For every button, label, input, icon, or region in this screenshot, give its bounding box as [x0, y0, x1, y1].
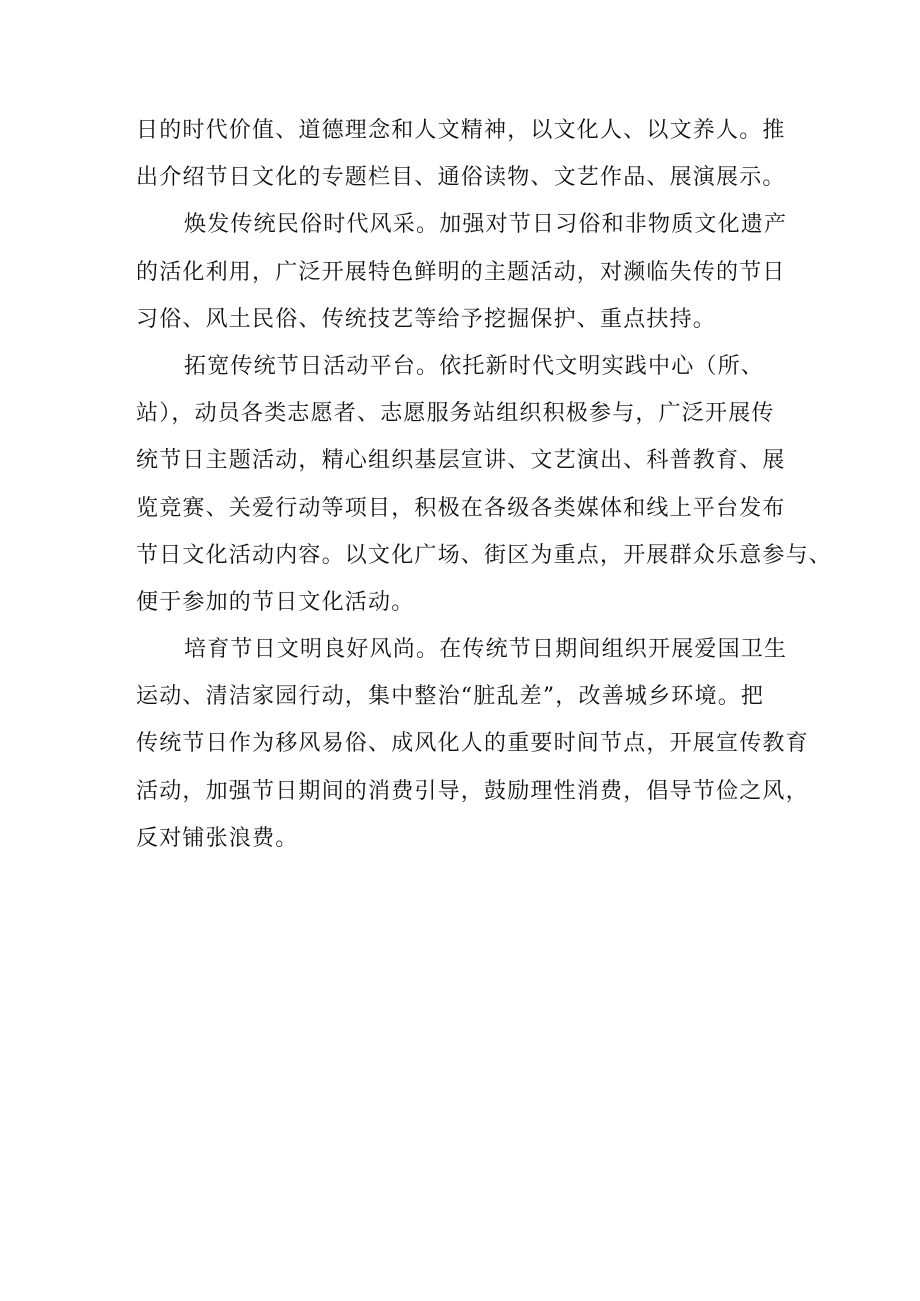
paragraph-2-line-3: 习俗、风土民俗、传统技艺等给予挖掘保护、重点扶持。 — [136, 306, 717, 332]
paragraph-3-line-2: 站），动员各类志愿者、志愿服务站组织积极参与，广泛开展传 — [136, 401, 775, 427]
paragraph-2-line-2: 的活化利用，广泛开展特色鲜明的主题活动，对濒临失传的节日 — [136, 259, 786, 285]
paragraph-4-line-3: 传统节日作为移风易俗、成风化人的重要时间节点，开展宣传教育 — [136, 731, 809, 757]
paragraph-4-line-5: 反对铺张浪费。 — [136, 825, 299, 851]
paragraph-3-line-4: 览竞赛、关爱行动等项目，积极在各级各类媒体和线上平台发布 — [136, 495, 786, 521]
paragraph-3-line-6: 便于参加的节日文化活动。 — [136, 589, 415, 615]
paragraph-1-line-1: 日的时代价值、道德理念和人文精神，以文化人、以文养人。推 — [136, 118, 786, 143]
paragraph-4-line-4: 活动，加强节日期间的消费引导，鼓励理性消费，倡导节俭之风， — [136, 778, 809, 804]
paragraph-4-line-1: 培育节日文明良好风尚。在传统节日期间组织开展爱国卫生 — [184, 637, 788, 663]
paragraph-2-line-1: 焕发传统民俗时代风采。加强对节日习俗和非物质文化遗产 — [184, 212, 788, 238]
paragraph-3-line-3: 统节日主题活动，精心组织基层宣讲、文艺演出、科普教育、展 — [136, 448, 786, 474]
paragraph-3-line-5: 节日文化活动内容。以文化广场、街区为重点，开展群众乐意参与、 — [136, 542, 833, 568]
paragraph-3-line-1: 拓宽传统节日活动平台。依托新时代文明实践中心（所、 — [184, 353, 765, 379]
paragraph-1-line-2: 出介绍节日文化的专题栏目、通俗读物、文艺作品、展演展示。 — [136, 165, 786, 191]
document-body — [136, 117, 833, 872]
paragraph-4-line-2: 运动、清洁家园行动，集中整治“脏乱差”，改善城乡环境。把 — [136, 684, 765, 710]
